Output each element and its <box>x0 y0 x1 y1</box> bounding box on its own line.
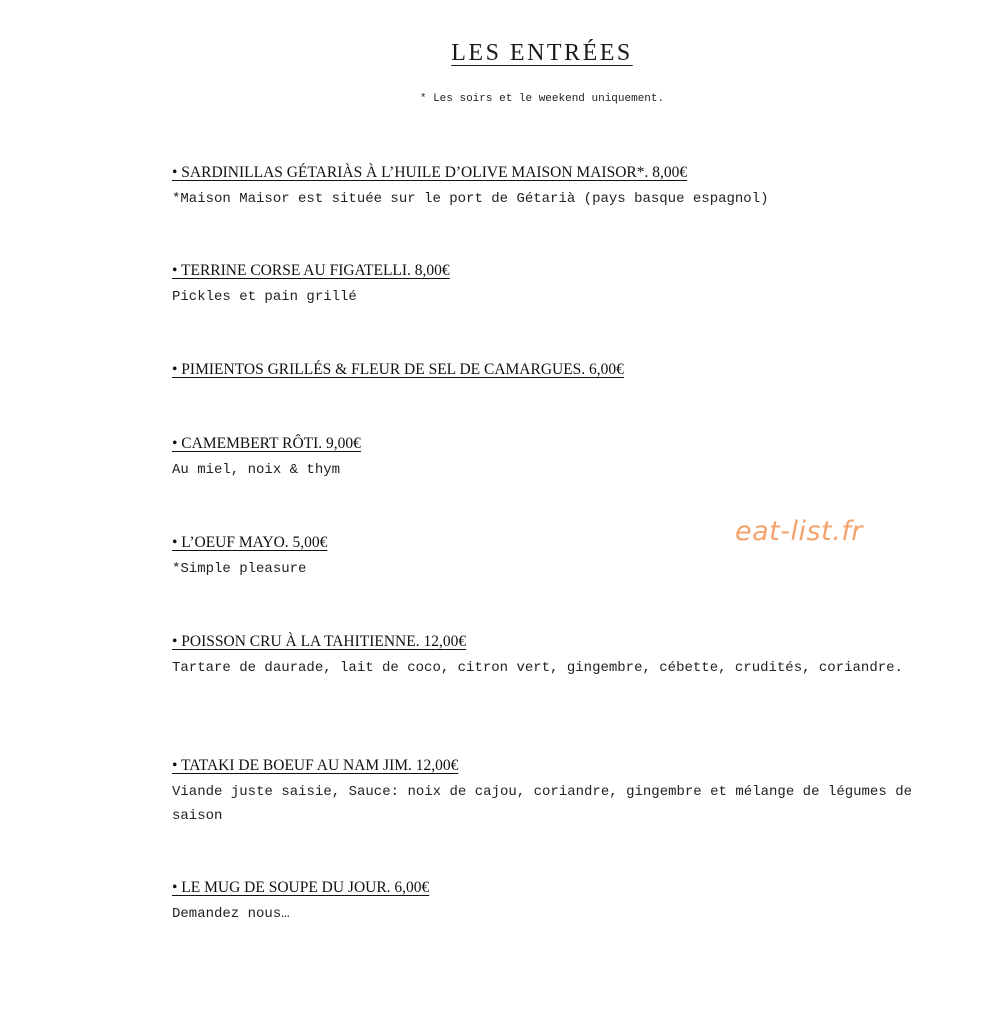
menu-item-name: • SARDINILLAS GÉTARIÀS À L’HUILE D’OLIVE MAISON MAISOR*. 8,00€ <box>172 164 688 181</box>
menu-item-description: Viande juste saisie, Sauce: noix de cajou, coriandre, gingembre et mélange de légumes de saison <box>172 784 912 824</box>
menu-item-description: Demandez nous… <box>172 906 290 922</box>
menu-item-terrine <box>172 261 912 309</box>
menu-item-tataki <box>172 756 912 828</box>
menu-item-name: • LE MUG DE SOUPE DU JOUR. 6,00€ <box>172 879 430 896</box>
menu-item-camembert <box>172 434 912 482</box>
menu-item-description: Au miel, noix & thym <box>172 462 341 478</box>
menu-item-description: *Maison Maisor est située sur le port de Gétarià (pays basque espagnol) <box>172 191 769 207</box>
menu-item-soupe <box>172 878 912 926</box>
menu-item-name: • L’OEUF MAYO. 5,00€ <box>172 534 328 551</box>
menu-item-description: Pickles et pain grillé <box>172 289 357 305</box>
menu-title: LES ENTRÉES <box>451 40 633 66</box>
menu-item-description: Tartare de daurade, lait de coco, citron vert, gingembre, cébette, crudités, coriandre. <box>172 660 903 676</box>
title-wrapper <box>0 40 989 67</box>
menu-item-name: • PIMIENTOS GRILLÉS & FLEUR DE SEL DE CAMARGUES. 6,00€ <box>172 361 624 378</box>
menu-item-name: • CAMEMBERT RÔTI. 9,00€ <box>172 435 361 452</box>
menu-item-pimientos <box>172 360 912 380</box>
menu-item-poisson-cru <box>172 632 912 680</box>
menu-item-name: • TATAKI DE BOEUF AU NAM JIM. 12,00€ <box>172 757 459 774</box>
watermark-logo: eat-list.fr <box>735 516 863 547</box>
availability-note: * Les soirs et le weekend uniquement. <box>419 93 665 105</box>
menu-item-name: • POISSON CRU À LA TAHITIENNE. 12,00€ <box>172 633 467 650</box>
menu-item-sardinillas <box>172 163 912 211</box>
menu-item-name: • TERRINE CORSE AU FIGATELLI. 8,00€ <box>172 262 450 279</box>
menu-item-description: *Simple pleasure <box>172 561 307 577</box>
